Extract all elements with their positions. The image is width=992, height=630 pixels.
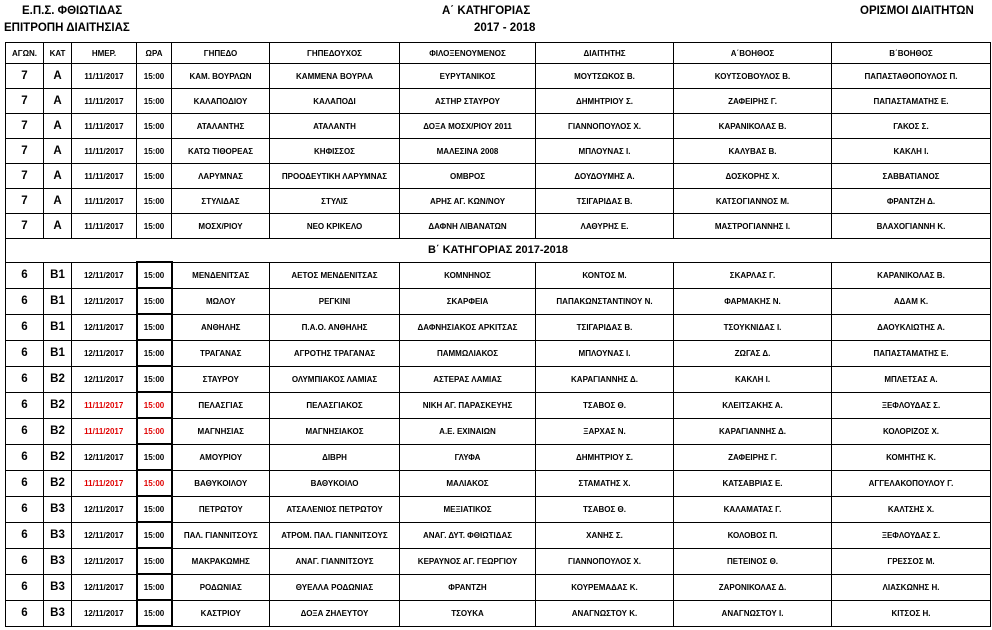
page-header: [0, 0, 992, 42]
cell-referee: ΜΠΛΟΥΝΑΣ Ι.: [536, 340, 674, 366]
cell-match-number: 7: [6, 139, 44, 164]
column-header-away-team: ΦΙΛΟΞΕΝΟΥΜΕΝΟΣ: [400, 43, 536, 64]
section-row: [6, 239, 991, 263]
cell-time: 15:00: [137, 340, 172, 366]
cell-assistant-2: ΑΔΑΜ Κ.: [832, 288, 991, 314]
organization-name: Ε.Π.Σ. ΦΘΙΩΤΙΔΑΣ: [22, 5, 123, 17]
cell-referee: ΞΑΡΧΑΣ Ν.: [536, 418, 674, 444]
cell-assistant-2: ΠΑΠΑΣΤΑΜΑΤΗΣ Ε.: [832, 340, 991, 366]
column-header-assistant-1: Α΄ΒΟΗΘΟΣ: [674, 43, 832, 64]
cell-match-number: 6: [6, 262, 44, 288]
cell-away-team: ΑΣΤΗΡ ΣΤΑΥΡΟΥ: [400, 89, 536, 114]
cell-assistant-1: ΚΟΥΤΣΟΒΟΥΛΟΣ Β.: [674, 64, 832, 89]
cell-venue: ΣΤΑΥΡΟΥ: [172, 366, 270, 392]
cell-date: 12/11/2017: [72, 522, 137, 548]
cell-match-number: 7: [6, 89, 44, 114]
category-title: Α΄ ΚΑΤΗΓΟΡΙΑΣ: [442, 5, 531, 17]
cell-category: Β2: [44, 470, 72, 496]
cell-assistant-1: ΚΑΛΥΒΑΣ Β.: [674, 139, 832, 164]
cell-referee: ΠΑΠΑΚΩΝΣΤΑΝΤΙΝΟΥ Ν.: [536, 288, 674, 314]
cell-away-team: ΜΕΞΙΑΤΙΚΟΣ: [400, 496, 536, 522]
cell-date: 12/11/2017: [72, 444, 137, 470]
cell-venue: ΚΑΤΩ ΤΙΘΟΡΕΑΣ: [172, 139, 270, 164]
cell-venue: ΜΟΣΧ/ΡΙΟΥ: [172, 214, 270, 239]
cell-assistant-2: ΚΑΚΛΗ Ι.: [832, 139, 991, 164]
cell-category: Β2: [44, 392, 72, 418]
cell-assistant-1: ΚΑΛΑΜΑΤΑΣ Γ.: [674, 496, 832, 522]
cell-away-team: ΑΡΗΣ ΑΓ. ΚΩΝ/ΝΟΥ: [400, 189, 536, 214]
cell-venue: ΜΕΝΔΕΝΙΤΣΑΣ: [172, 262, 270, 288]
cell-assistant-1: ΦΑΡΜΑΚΗΣ Ν.: [674, 288, 832, 314]
cell-match-number: 7: [6, 214, 44, 239]
cell-venue: ΚΑΛΑΠΟΔΙΟΥ: [172, 89, 270, 114]
cell-date: 12/11/2017: [72, 600, 137, 626]
cell-assistant-2: ΚΙΤΣΟΣ Η.: [832, 600, 991, 626]
cell-away-team: ΣΚΑΡΦΕΙΑ: [400, 288, 536, 314]
cell-match-number: 7: [6, 64, 44, 89]
cell-assistant-1: ΣΚΑΡΛΑΣ Γ.: [674, 262, 832, 288]
cell-away-team: ΚΟΜΝΗΝΟΣ: [400, 262, 536, 288]
cell-match-number: 6: [6, 314, 44, 340]
cell-away-team: ΜΑΛΕΣΙΝΑ 2008: [400, 139, 536, 164]
table-row: [6, 522, 991, 548]
cell-away-team: ΤΣΟΥΚΑ: [400, 600, 536, 626]
cell-away-team: ΑΝΑΓ. ΔΥΤ. ΦΘΙΩΤΙΔΑΣ: [400, 522, 536, 548]
cell-assistant-1: ΠΕΤΕΙΝΟΣ Θ.: [674, 548, 832, 574]
cell-date: 11/11/2017: [72, 139, 137, 164]
table-row: [6, 314, 991, 340]
cell-time: 15:00: [137, 262, 172, 288]
cell-home-team: ΔΙΒΡΗ: [270, 444, 400, 470]
cell-assistant-2: ΠΑΠΑΣΤΑΘΟΠΟΥΛΟΣ Π.: [832, 64, 991, 89]
cell-away-team: ΓΛΥΦΑ: [400, 444, 536, 470]
cell-assistant-2: ΓΡΕΣΣΟΣ Μ.: [832, 548, 991, 574]
cell-referee: ΔΟΥΔΟΥΜΗΣ Α.: [536, 164, 674, 189]
cell-category: Β3: [44, 574, 72, 600]
table-body: [6, 64, 991, 627]
cell-home-team: ΚΗΦΙΣΣΟΣ: [270, 139, 400, 164]
cell-venue: ΒΑΘΥΚΟΙΛΟΥ: [172, 470, 270, 496]
cell-assistant-1: ΚΑΡΑΝΙΚΟΛΑΣ Β.: [674, 114, 832, 139]
cell-referee: ΤΣΑΒΟΣ Θ.: [536, 392, 674, 418]
cell-date: 12/11/2017: [72, 288, 137, 314]
cell-date: 12/11/2017: [72, 574, 137, 600]
cell-assistant-2: ΚΟΜΗΤΗΣ Κ.: [832, 444, 991, 470]
cell-home-team: ΔΟΞΑ ΖΗΛΕΥΤΟΥ: [270, 600, 400, 626]
cell-away-team: ΔΑΦΝΗΣΙΑΚΟΣ ΑΡΚΙΤΣΑΣ: [400, 314, 536, 340]
cell-home-team: ΜΑΓΝΗΣΙΑΚΟΣ: [270, 418, 400, 444]
cell-away-team: ΕΥΡΥΤΑΝΙΚΟΣ: [400, 64, 536, 89]
cell-assistant-2: ΚΑΛΤΣΗΣ Χ.: [832, 496, 991, 522]
table-row: [6, 89, 991, 114]
cell-away-team: ΚΕΡΑΥΝΟΣ ΑΓ. ΓΕΩΡΓΙΟΥ: [400, 548, 536, 574]
cell-home-team: ΠΕΛΑΣΓΙΑΚΟΣ: [270, 392, 400, 418]
cell-date: 11/11/2017: [72, 418, 137, 444]
cell-venue: ΑΤΑΛΑΝΤΗΣ: [172, 114, 270, 139]
cell-assistant-1: ΚΟΛΟΒΟΣ Π.: [674, 522, 832, 548]
cell-time: 15:00: [137, 139, 172, 164]
table-row: [6, 164, 991, 189]
cell-assistant-1: ΚΑΚΛΗ Ι.: [674, 366, 832, 392]
cell-referee: ΜΠΛΟΥΝΑΣ Ι.: [536, 139, 674, 164]
cell-category: Α: [44, 214, 72, 239]
cell-assistant-2: ΠΑΠΑΣΤΑΜΑΤΗΣ Ε.: [832, 89, 991, 114]
cell-referee: ΤΣΑΒΟΣ Θ.: [536, 496, 674, 522]
table-row: [6, 392, 991, 418]
cell-time: 15:00: [137, 470, 172, 496]
cell-assistant-2: ΦΡΑΝΤΖΗ Δ.: [832, 189, 991, 214]
cell-referee: ΓΙΑΝΝΟΠΟΥΛΟΣ Χ.: [536, 548, 674, 574]
cell-away-team: ΑΣΤΕΡΑΣ ΛΑΜΙΑΣ: [400, 366, 536, 392]
cell-date: 12/11/2017: [72, 548, 137, 574]
cell-time: 15:00: [137, 496, 172, 522]
column-header-time: ΩΡΑ: [137, 43, 172, 64]
cell-assistant-2: ΒΛΑΧΟΓΙΑΝΝΗ Κ.: [832, 214, 991, 239]
cell-time: 15:00: [137, 418, 172, 444]
committee-name: ΕΠΙΤΡΟΠΗ ΔΙΑΙΤΗΣΙΑΣ: [4, 22, 130, 34]
table-row: [6, 262, 991, 288]
table-row: [6, 574, 991, 600]
cell-assistant-2: ΞΕΦΛΟΥΔΑΣ Σ.: [832, 522, 991, 548]
cell-away-team: ΝΙΚΗ ΑΓ. ΠΑΡΑΣΚΕΥΗΣ: [400, 392, 536, 418]
cell-category: Α: [44, 139, 72, 164]
cell-home-team: ΑΤΑΛΑΝΤΗ: [270, 114, 400, 139]
cell-category: Β3: [44, 522, 72, 548]
column-header-referee: ΔΙΑΙΤΗΤΗΣ: [536, 43, 674, 64]
column-header-assistant-2: Β΄ΒΟΗΘΟΣ: [832, 43, 991, 64]
cell-venue: ΜΑΚΡΑΚΩΜΗΣ: [172, 548, 270, 574]
cell-assistant-1: ΚΛΕΙΤΣΑΚΗΣ Α.: [674, 392, 832, 418]
cell-assistant-1: ΤΣΟΥΚΝΙΔΑΣ Ι.: [674, 314, 832, 340]
cell-time: 15:00: [137, 444, 172, 470]
cell-time: 15:00: [137, 314, 172, 340]
cell-referee: ΑΝΑΓΝΩΣΤΟΥ Κ.: [536, 600, 674, 626]
cell-assistant-2: ΔΑΟΥΚΛΙΩΤΗΣ Α.: [832, 314, 991, 340]
table-row: [6, 496, 991, 522]
cell-category: Β1: [44, 262, 72, 288]
cell-assistant-2: ΣΑΒΒΑΤΙΑΝΟΣ: [832, 164, 991, 189]
cell-assistant-2: ΞΕΦΛΟΥΔΑΣ Σ.: [832, 392, 991, 418]
cell-venue: ΚΑΣΤΡΙΟΥ: [172, 600, 270, 626]
cell-venue: ΚΑΜ. ΒΟΥΡΛΩΝ: [172, 64, 270, 89]
column-header-match-number: ΑΓΩΝ.: [6, 43, 44, 64]
cell-home-team: ΑΤΣΑΛΕΝΙΟΣ ΠΕΤΡΩΤΟΥ: [270, 496, 400, 522]
cell-assistant-1: ΖΑΦΕΙΡΗΣ Γ.: [674, 444, 832, 470]
cell-match-number: 7: [6, 164, 44, 189]
cell-match-number: 7: [6, 114, 44, 139]
cell-home-team: ΑΝΑΓ. ΓΙΑΝΝΙΤΣΟΥΣ: [270, 548, 400, 574]
cell-date: 11/11/2017: [72, 214, 137, 239]
cell-venue: ΠΑΛ. ΓΙΑΝΝΙΤΣΟΥΣ: [172, 522, 270, 548]
cell-referee: ΚΑΡΑΓΙΑΝΝΗΣ Δ.: [536, 366, 674, 392]
cell-referee: ΓΙΑΝΝΟΠΟΥΛΟΣ Χ.: [536, 114, 674, 139]
cell-home-team: ΑΓΡΟΤΗΣ ΤΡΑΓΑΝΑΣ: [270, 340, 400, 366]
cell-assistant-2: ΚΟΛΟΡΙΖΟΣ Χ.: [832, 418, 991, 444]
cell-away-team: Α.Ε. ΕΧΙΝΑΙΩΝ: [400, 418, 536, 444]
referee-assignments-table: [5, 42, 991, 627]
cell-match-number: 6: [6, 288, 44, 314]
table-row: [6, 444, 991, 470]
cell-assistant-2: ΑΓΓΕΛΑΚΟΠΟΥΛΟΥ Γ.: [832, 470, 991, 496]
table-row: [6, 64, 991, 89]
cell-assistant-1: ΜΑΣΤΡΟΓΙΑΝΝΗΣ Ι.: [674, 214, 832, 239]
cell-assistant-1: ΚΑΤΣΟΓΙΑΝΝΟΣ Μ.: [674, 189, 832, 214]
cell-match-number: 6: [6, 470, 44, 496]
cell-referee: ΛΑΘΥΡΗΣ Ε.: [536, 214, 674, 239]
cell-assistant-2: ΜΠΛΕΤΣΑΣ Α.: [832, 366, 991, 392]
cell-time: 15:00: [137, 574, 172, 600]
cell-category: Β3: [44, 600, 72, 626]
cell-date: 12/11/2017: [72, 262, 137, 288]
cell-assistant-2: ΛΙΑΣΚΩΝΗΣ Η.: [832, 574, 991, 600]
cell-assistant-1: ΔΟΣΚΟΡΗΣ Χ.: [674, 164, 832, 189]
cell-venue: ΑΜΟΥΡΙΟΥ: [172, 444, 270, 470]
cell-referee: ΔΗΜΗΤΡΙΟΥ Σ.: [536, 89, 674, 114]
cell-match-number: 7: [6, 189, 44, 214]
cell-home-team: ΣΤΥΛΙΣ: [270, 189, 400, 214]
cell-assistant-1: ΑΝΑΓΝΩΣΤΟΥ Ι.: [674, 600, 832, 626]
cell-referee: ΤΣΙΓΑΡΙΔΑΣ Β.: [536, 189, 674, 214]
table-row: [6, 189, 991, 214]
column-header-category: ΚΑΤ: [44, 43, 72, 64]
table-row: [6, 114, 991, 139]
cell-away-team: ΟΜΒΡΟΣ: [400, 164, 536, 189]
cell-referee: ΜΟΥΤΣΩΚΟΣ Β.: [536, 64, 674, 89]
cell-date: 12/11/2017: [72, 340, 137, 366]
cell-away-team: ΦΡΑΝΤΖΗ: [400, 574, 536, 600]
cell-time: 15:00: [137, 288, 172, 314]
cell-match-number: 6: [6, 496, 44, 522]
cell-venue: ΠΕΛΑΣΓΙΑΣ: [172, 392, 270, 418]
cell-date: 11/11/2017: [72, 89, 137, 114]
cell-home-team: ΚΑΛΑΠΟΔΙ: [270, 89, 400, 114]
table-header-row: [6, 43, 991, 64]
column-header-home-team: ΓΗΠΕΔΟΥΧΟΣ: [270, 43, 400, 64]
cell-time: 15:00: [137, 600, 172, 626]
cell-category: Α: [44, 89, 72, 114]
cell-category: Α: [44, 189, 72, 214]
cell-venue: ΠΕΤΡΩΤΟΥ: [172, 496, 270, 522]
cell-home-team: ΡΕΓΚΙΝΙ: [270, 288, 400, 314]
cell-date: 11/11/2017: [72, 470, 137, 496]
cell-referee: ΣΤΑΜΑΤΗΣ Χ.: [536, 470, 674, 496]
cell-date: 11/11/2017: [72, 392, 137, 418]
cell-category: Β1: [44, 314, 72, 340]
cell-date: 12/11/2017: [72, 496, 137, 522]
table-row: [6, 548, 991, 574]
cell-match-number: 6: [6, 392, 44, 418]
cell-home-team: ΘΥΕΛΛΑ ΡΟΔΩΝΙΑΣ: [270, 574, 400, 600]
cell-away-team: ΔΟΞΑ ΜΟΣΧ/ΡΙΟΥ 2011: [400, 114, 536, 139]
cell-time: 15:00: [137, 366, 172, 392]
cell-home-team: ΑΕΤΟΣ ΜΕΝΔΕΝΙΤΣΑΣ: [270, 262, 400, 288]
cell-away-team: ΜΑΛΙΑΚΟΣ: [400, 470, 536, 496]
cell-referee: ΚΟΥΡΕΜΑΔΑΣ Κ.: [536, 574, 674, 600]
cell-away-team: ΔΑΦΝΗ ΛΙΒΑΝΑΤΩΝ: [400, 214, 536, 239]
cell-match-number: 6: [6, 522, 44, 548]
cell-time: 15:00: [137, 392, 172, 418]
cell-time: 15:00: [137, 214, 172, 239]
cell-referee: ΤΣΙΓΑΡΙΔΑΣ Β.: [536, 314, 674, 340]
cell-time: 15:00: [137, 114, 172, 139]
cell-home-team: Π.Α.Ο. ΑΝΘΗΛΗΣ: [270, 314, 400, 340]
cell-assistant-1: ΖΑΡΟΝΙΚΟΛΑΣ Δ.: [674, 574, 832, 600]
cell-time: 15:00: [137, 522, 172, 548]
cell-date: 12/11/2017: [72, 314, 137, 340]
cell-match-number: 6: [6, 418, 44, 444]
cell-date: 11/11/2017: [72, 64, 137, 89]
cell-away-team: ΠΑΜΜΩΛΙΑΚΟΣ: [400, 340, 536, 366]
cell-referee: ΧΑΝΗΣ Σ.: [536, 522, 674, 548]
cell-category: Β2: [44, 418, 72, 444]
cell-category: Β3: [44, 496, 72, 522]
cell-assistant-1: ΚΑΤΣΑΒΡΙΑΣ Ε.: [674, 470, 832, 496]
table-row: [6, 418, 991, 444]
table-row: [6, 470, 991, 496]
table-row: [6, 340, 991, 366]
cell-referee: ΚΟΝΤΟΣ Μ.: [536, 262, 674, 288]
cell-date: 12/11/2017: [72, 366, 137, 392]
cell-category: Β1: [44, 288, 72, 314]
cell-home-team: ΚΑΜΜΕΝΑ ΒΟΥΡΛΑ: [270, 64, 400, 89]
cell-time: 15:00: [137, 548, 172, 574]
cell-assistant-2: ΚΑΡΑΝΙΚΟΛΑΣ Β.: [832, 262, 991, 288]
cell-category: Β2: [44, 366, 72, 392]
table-row: [6, 600, 991, 626]
cell-category: Α: [44, 64, 72, 89]
cell-assistant-1: ΖΩΓΑΣ Δ.: [674, 340, 832, 366]
cell-match-number: 6: [6, 340, 44, 366]
cell-venue: ΑΝΘΗΛΗΣ: [172, 314, 270, 340]
season-label: 2017 - 2018: [474, 22, 536, 34]
cell-category: Β3: [44, 548, 72, 574]
column-header-date: ΗΜΕΡ.: [72, 43, 137, 64]
document-title: ΟΡΙΣΜΟΙ ΔΙΑΙΤΗΤΩΝ: [860, 5, 974, 17]
cell-category: Β2: [44, 444, 72, 470]
cell-referee: ΔΗΜΗΤΡΙΟΥ Σ.: [536, 444, 674, 470]
cell-date: 11/11/2017: [72, 114, 137, 139]
cell-date: 11/11/2017: [72, 164, 137, 189]
cell-home-team: ΝΕΟ ΚΡΙΚΕΛΟ: [270, 214, 400, 239]
cell-category: Α: [44, 164, 72, 189]
cell-assistant-2: ΓΑΚΟΣ Σ.: [832, 114, 991, 139]
cell-match-number: 6: [6, 366, 44, 392]
column-header-venue: ΓΗΠΕΔΟ: [172, 43, 270, 64]
cell-time: 15:00: [137, 164, 172, 189]
cell-match-number: 6: [6, 574, 44, 600]
section-title-b-category: Β΄ ΚΑΤΗΓΟΡΙΑΣ 2017-2018: [6, 239, 991, 263]
cell-home-team: ΠΡΟΟΔΕΥΤΙΚΗ ΛΑΡΥΜΝΑΣ: [270, 164, 400, 189]
cell-assistant-1: ΖΑΦΕΙΡΗΣ Γ.: [674, 89, 832, 114]
cell-time: 15:00: [137, 189, 172, 214]
cell-venue: ΛΑΡΥΜΝΑΣ: [172, 164, 270, 189]
cell-home-team: ΟΛΥΜΠΙΑΚΟΣ ΛΑΜΙΑΣ: [270, 366, 400, 392]
cell-home-team: ΒΑΘΥΚΟΙΛΟ: [270, 470, 400, 496]
cell-category: Β1: [44, 340, 72, 366]
cell-match-number: 6: [6, 600, 44, 626]
cell-match-number: 6: [6, 548, 44, 574]
cell-time: 15:00: [137, 89, 172, 114]
table-row: [6, 214, 991, 239]
cell-venue: ΜΩΛΟΥ: [172, 288, 270, 314]
cell-venue: ΡΟΔΩΝΙΑΣ: [172, 574, 270, 600]
cell-time: 15:00: [137, 64, 172, 89]
cell-venue: ΤΡΑΓΑΝΑΣ: [172, 340, 270, 366]
cell-category: Α: [44, 114, 72, 139]
cell-assistant-1: ΚΑΡΑΓΙΑΝΝΗΣ Δ.: [674, 418, 832, 444]
table-row: [6, 366, 991, 392]
cell-venue: ΜΑΓΝΗΣΙΑΣ: [172, 418, 270, 444]
cell-date: 11/11/2017: [72, 189, 137, 214]
cell-venue: ΣΤΥΛΙΔΑΣ: [172, 189, 270, 214]
cell-home-team: ΑΤΡΟΜ. ΠΑΛ. ΓΙΑΝΝΙΤΣΟΥΣ: [270, 522, 400, 548]
cell-match-number: 6: [6, 444, 44, 470]
table-row: [6, 139, 991, 164]
table-row: [6, 288, 991, 314]
